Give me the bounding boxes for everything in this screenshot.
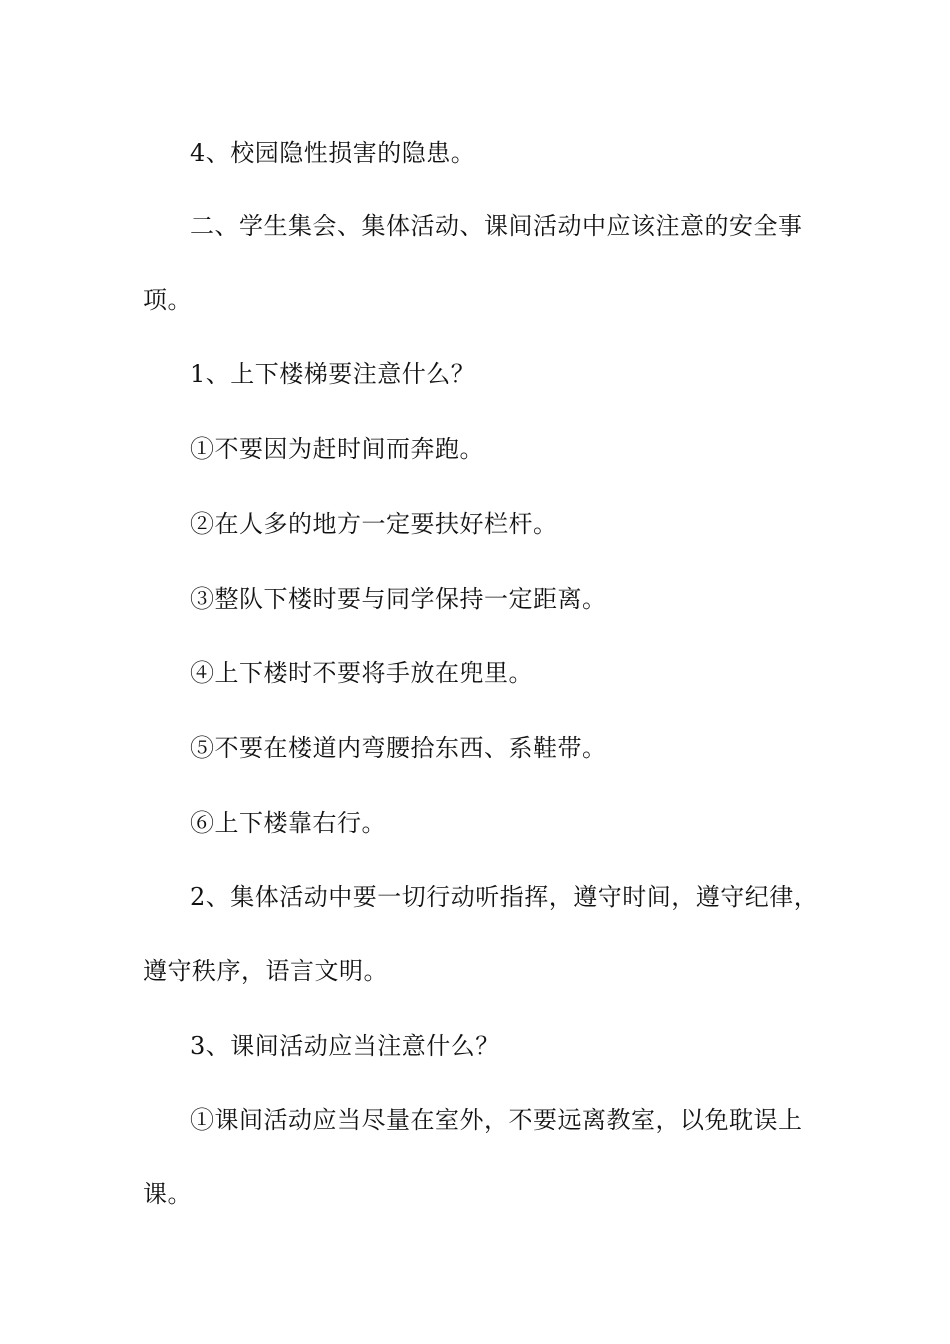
stairs-rule-5: ⑤不要在楼道内弯腰拾东西、系鞋带。	[190, 734, 607, 762]
stairs-rule-4: ④上下楼时不要将手放在兜里。	[190, 659, 533, 687]
recess-rule-1-continued: 课。	[143, 1180, 192, 1208]
item-4-hidden-hazards: 4、校园隐性损害的隐患。	[190, 139, 476, 167]
section-two-heading-continued: 项。	[143, 286, 192, 314]
section-two-heading: 二、学生集会、集体活动、课间活动中应该注意的安全事	[190, 212, 803, 240]
question-1-stairs: 1、上下楼梯要注意什么？	[190, 360, 476, 388]
question-3-recess: 3、课间活动应当注意什么？	[190, 1032, 500, 1060]
stairs-rule-3: ③整队下楼时要与同学保持一定距离。	[190, 585, 607, 613]
item-2-group-activities-continued: 遵守秩序，语言文明。	[143, 957, 388, 985]
recess-rule-1: ①课间活动应当尽量在室外，不要远离教室，以免耽误上	[190, 1106, 803, 1134]
stairs-rule-6: ⑥上下楼靠右行。	[190, 809, 386, 837]
stairs-rule-1: ①不要因为赶时间而奔跑。	[190, 435, 484, 463]
item-2-group-activities: 2、集体活动中要一切行动听指挥，遵守时间，遵守纪律，	[190, 883, 819, 911]
stairs-rule-2: ②在人多的地方一定要扶好栏杆。	[190, 510, 558, 538]
